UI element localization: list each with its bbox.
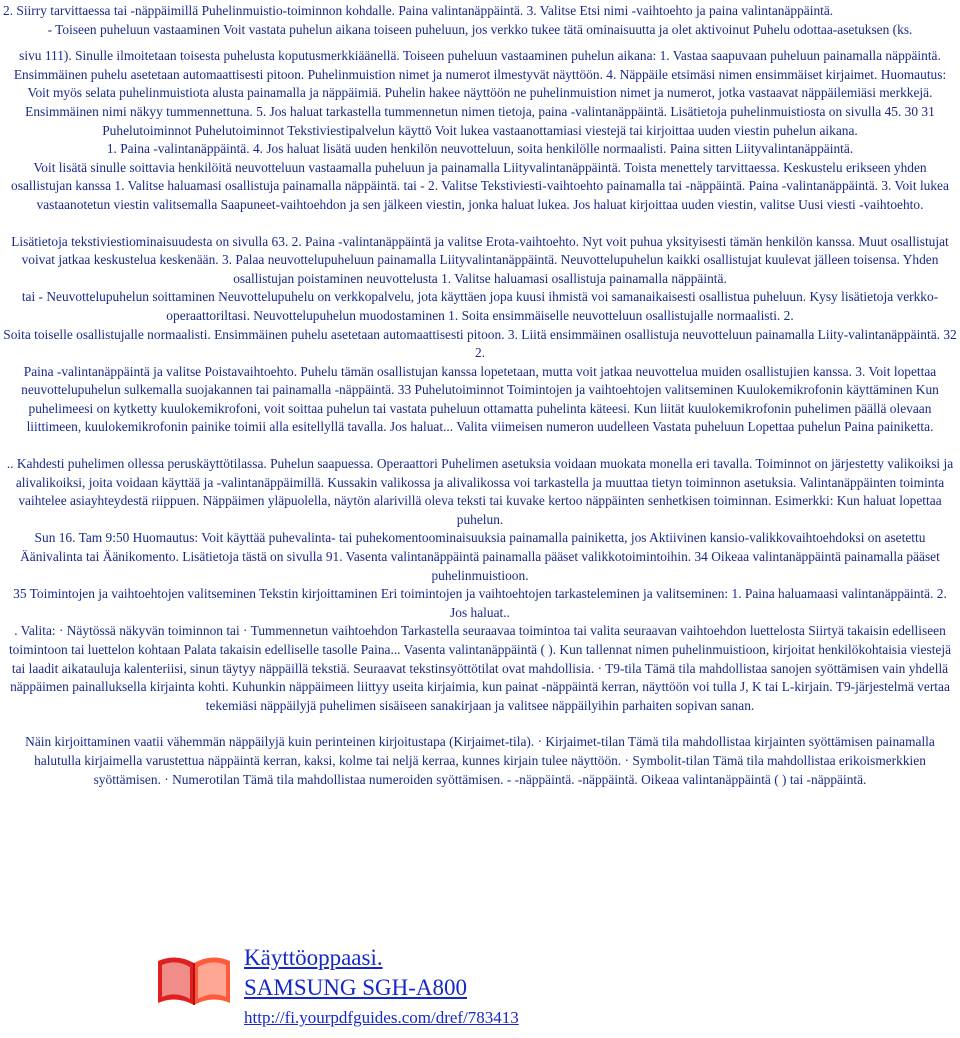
paragraph: Sun 16. Tam 9:50 Huomautus: Voit käyttää puhevalinta- tai puhekomentoominaisuuksia painamalla painiketta, jos Aktiivinen kansio-valikkovaihtoehdoksi on asetettu Äänivalinta tai Äänikomento. Lisätietoja tästä on sivulla 91. Vasenta valintanäppäintä painamalla pääset valikkotoimintoihin. 34 Oikeaa valintanäppäintä painamalla pääset puhelinmuistioon. bbox=[20, 530, 940, 583]
paragraph: 1. Paina -valintanäppäintä. 4. Jos haluat lisätä uuden henkilön neuvotteluun, soita henkilölle normaalisti. Paina sitten Liityvalintanäppäintä. bbox=[106, 141, 854, 157]
paragraph: 2. Siirry tarvittaessa tai -näppäimillä Puhelinmuistio-toiminnon kohdalle. Paina valintanäppäintä. 3. Valitse Etsi nimi -vaihtoehto ja paina valintanäppäintä. bbox=[3, 3, 834, 18]
paragraph: 35 Toimintojen ja vaihtoehtojen valitseminen Tekstin kirjoittaminen Eri toimintojen ja vaihtoehtojen tarkasteleminen ja valitseminen: 1. Paina haluamaasi valintanäppäintä. 2. Jos haluat.. bbox=[13, 586, 947, 620]
paragraph: sivu 111). Sinulle ilmoitetaan toisesta puhelusta koputusmerkkiäänellä. Toiseen puheluun vastaaminen puhelun aikana: 1. Vastaa saapuvaan puheluun painamalla näppäintä. Ensimmäinen puhelu asetetaan automaattisesti pitoon. Puhelinmuistion nimet ja numerot ilmestyvät näyttöön. 4. Näppäile etsimäsi nimen ensimmäiset kirjaimet. Huomautus: Voit myös selata puhelinmuistiota alusta painamalla ja näppäimiä. Puhelin hakee näyttöön ne puhelinmuistion nimet ja numerot, jotka vastaavat näppäilemiäsi merkkejä. bbox=[13, 48, 947, 101]
footer-links bbox=[244, 943, 519, 1029]
paragraph: Paina -valintanäppäintä ja valitse Poistavaihtoehto. Puhelu tämän osallistujan kanssa lopetetaan, mutta voit jatkaa neuvottelua muiden osallistujien kanssa. 3. Voit lopettaa neuvottelupuhelun sulkemalla suojakannen tai painamalla -näppäintä. 33 Puhelutoiminnot Toimintojen ja vaihtoehtojen valitseminen Kuulokemikrofonin käyttäminen Kun puhelimeesi on kytketty kuulokemikrofoni, voit soittaa puhelun tai vastata puheluun ottamatta puhelinta käteesi. Kun liität kuulokemikrofonin puhelimen päällä olevaan liittimeen, kuulokemikrofonin painike toimii alla esitellyllä tavalla. Jos haluat... Valita viimeisen numeron uudelleen Vastata puheluun Lopettaa puhelun Paina painiketta. bbox=[21, 363, 939, 435]
paragraph: . Valita: · Näytössä näkyvän toiminnon tai · Tummennetun vaihtoehdon Tarkastella seuraavaa toimintoa tai valita seuraavan vaihtoehdon luettelosta Siirtyä takaisin edelliseen toimintoon tai luettelon kohtaan Palata takaisin edelliselle tasolle Paina... Vasenta valintanäppäintä ( ). Kun tallennat nimen puhelinmuistioon, kirjoitat henkilökohtaisia viestejä tai laadit aikatauluja kalenteriisi, sinun täytyy näppäillä tekstiä. Seuraavat tekstinsyöttötilat ovat mahdollisia. · T9-tila Tämä tila mahdollistaa sanojen syöttämisen vain yhdellä näppäimen painalluksella kirjainta kohti. Kuhunkin näppäimeen liittyy useita kirjaimia, kun painat -näppäintä kerran, näyttöön voi tulla J, K tai L-kirjain. T9-järjestelmä vertaa tekemiäsi näppäilyjä puhelimen sisäiseen sanakirjaan ja valitsee näppäilyihin parhaiten sopivan sanan. bbox=[8, 623, 952, 713]
paragraph: Lisätietoja tekstiviestiominaisuudesta on sivulla 63. 2. Paina -valintanäppäintä ja valitse Erota-vaihtoehto. Nyt voit puhua yksityisesti tämän henkilön kanssa. Muut osallistujat voivat jatkaa keskustelua keskenään. 3. Palaa neuvottelupuheluun painamalla Liityvalintanäppäintä. Neuvottelupuhelun kaikki osallistujat kuulevat jälleen toisensa. Yhden osallistujan poistaminen neuvottelusta 1. Valitse haluamasi osallistuja painamalla näppäintä. bbox=[11, 233, 949, 286]
book-icon bbox=[152, 943, 236, 1013]
paragraph: Soita toiselle osallistujalle normaalisti. Ensimmäinen puhelu asetetaan automaattisesti pitoon. 3. Liitä ensimmäinen osallistuja neuvotteluun painamalla Liity-valintanäppäintä. 32 2. bbox=[3, 326, 957, 361]
paragraph: Ensimmäinen nimi näkyy tummennettuna. 5. Jos haluat tarkastella tummennetun nimen tietoja, paina -valintanäppäintä. Lisätietoja puhelinmuistiosta on sivulla 45. 30 31 Puhelutoiminnot Puhelutoiminnot Tekstiviestipalvelun käyttö Voit lukea vastaanottamiasi viestejä tai kirjoittaa uuden viestin puhelun aikana. bbox=[25, 103, 935, 138]
manual-link[interactable]: Käyttöoppaasi. bbox=[244, 945, 383, 970]
paragraph: tai - Neuvottelupuhelun soittaminen Neuvottelupuhelu on verkkopalvelu, jota käyttäen jopa kuusi ihmistä voi samanaikaisesti osallistua puheluun. Kysy lisätietoja verkko-operaattoriltasi. Neuvottelupuhelun muodostaminen 1. Soita ensimmäiselle neuvotteluun osallistujalle normaalisti. 2. bbox=[21, 289, 939, 323]
guide-url-link[interactable]: http://fi.yourpdfguides.com/dref/783413 bbox=[244, 1008, 519, 1027]
paragraph: - Toiseen puheluun vastaaminen Voit vastata puhelun aikana toiseen puheluun, jos verkko tukee tätä ominaisuutta ja olet aktivoinut Puhelu odottaa-asetuksen (ks. bbox=[47, 21, 913, 37]
paragraph: Näin kirjoittaminen vaatii vähemmän näppäilyjä kuin perinteinen kirjoitustapa (Kirjaimet-tila). · Kirjaimet-tilan Tämä tila mahdollistaa kirjainten syöttämisen painamalla halutulla kirjaimella varustettua näppäintä kerran, kaksi, kolme tai neljä kerraa, kunnes kirjain tulee näyttöön. · Symbolit-tilan Tämä tila mahdollistaa erikoismerkkien syöttämisen. · Numerotilan Tämä tila mahdollistaa numeroiden syöttämisen. - -näppäintä. -näppäintä. Oikeaa valintanäppäintä ( ) tai -näppäintä. bbox=[25, 734, 935, 787]
footer bbox=[0, 943, 960, 1033]
paragraph: Voit lisätä sinulle soittavia henkilöitä neuvotteluun vastaamalla puheluun ja painamalla Liityvalintanäppäintä. Toista menettely tarvittaessa. Keskustelu erikseen yhden osallistujan kanssa 1. Valitse haluamasi osallistuja painamalla näppäintä. tai - 2. Valitse Tekstiviesti-vaihtoehto painamalla tai -näppäintä. Paina -valintanäppäintä. 3. Voit lukea vastaanotetun viestin valitsemalla Saapuneet-vaihtoehdon ja sen jälkeen viestin, jonka haluat lukea. Jos haluat kirjoittaa uuden viestin, valitse Uusi viesti -vaihtoehto. bbox=[11, 159, 949, 212]
product-link[interactable]: SAMSUNG SGH-A800 bbox=[244, 975, 468, 1000]
paragraph: .. Kahdesti puhelimen ollessa peruskäyttötilassa. Puhelun saapuessa. Operaattori Puhelimen asetuksia voidaan muokata monella eri tavalla. Toiminnot on järjestetty valikoiksi ja alivalikoiksi, joita voidaan käyttää ja -valintanäppäimillä. Kussakin valikossa ja alivalikossa voi tarkastella ja muuttaa tietyn toiminnon asetuksia. Valintanäppäinten toiminta vaihtelee asiayhteydestä riippuen. Näppäimen yläpuolella, näytön alarivillä oleva teksti tai kuvake kertoo näppäinten senhetkisen toiminnan. Esimerkki: Kun haluat lopettaa puhelun. bbox=[6, 456, 954, 527]
